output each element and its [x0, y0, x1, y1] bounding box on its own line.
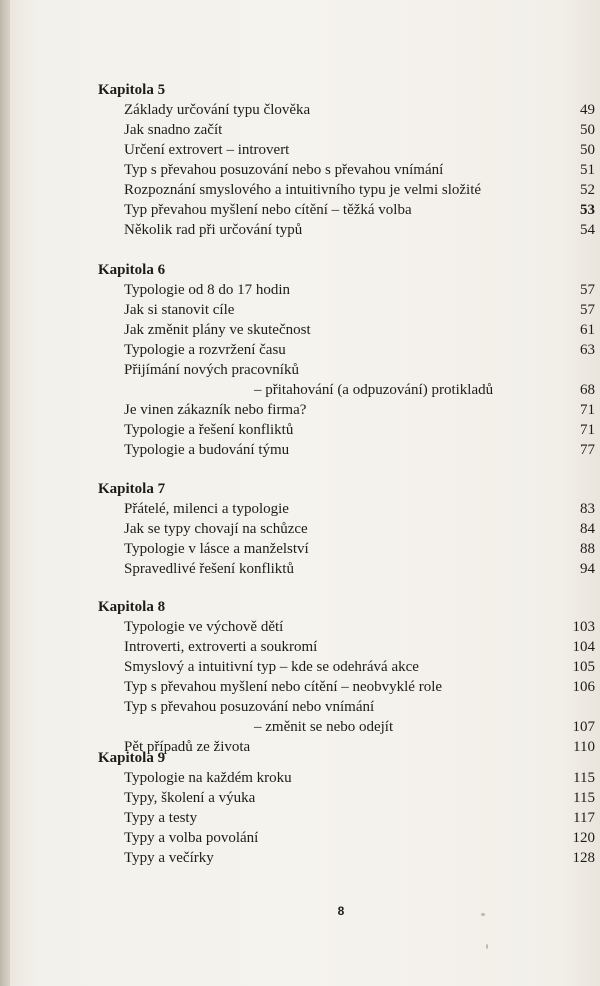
toc-entry-title: Spravedlivé řešení konfliktů — [124, 561, 294, 577]
toc-entry-page: 50 — [580, 122, 595, 138]
ink-smudge — [481, 913, 485, 916]
toc-entry-title: Smyslový a intuitivní typ – kde se odehrává akce — [124, 659, 419, 675]
toc-entry-title: Pět případů ze života — [124, 739, 251, 755]
toc-entry-title: Přátelé, milenci a typologie — [124, 501, 289, 517]
toc-entry-title: Rozpoznání smyslového a intuitivního typu je velmi složité — [124, 182, 482, 198]
toc-entry-title: Typy a testy — [124, 810, 198, 826]
toc-entry-page: 115 — [573, 770, 595, 786]
page-number: 8 — [337, 904, 345, 918]
toc-entry-page: 63 — [580, 342, 595, 358]
toc-entry-title: – přitahování (a odpuzování) protikladů — [254, 382, 494, 398]
toc-entry-page: 104 — [572, 639, 595, 655]
toc-entry-page: 103 — [572, 619, 595, 635]
toc-entry-title: Typologie a rozvržení času — [124, 342, 286, 358]
toc-entry-title: Typologie na každém kroku — [124, 770, 292, 786]
toc-entry-page: 94 — [580, 561, 595, 577]
toc-entry-page: 120 — [572, 830, 595, 846]
toc-entry-title: Introverti, extroverti a soukromí — [124, 639, 318, 655]
toc-entry-page: 83 — [580, 501, 595, 517]
toc-entry-page: 61 — [580, 322, 595, 338]
chapter-title: Kapitola 6 — [98, 262, 166, 278]
toc-entry-page: 49 — [580, 102, 595, 118]
toc-entry-title: Určení extrovert – introvert — [124, 142, 290, 158]
toc-entry-title: Typy a volba povolání — [124, 830, 259, 846]
toc-entry-page: 51 — [580, 162, 595, 178]
toc-entry-title: Typ převahou myšlení nebo cítění – těžká volba — [124, 202, 412, 218]
chapter-title: Kapitola 7 — [98, 481, 166, 497]
toc-entry-page: 117 — [573, 810, 595, 826]
toc-entry-page: 84 — [580, 521, 595, 537]
toc-entry-page: 57 — [580, 282, 595, 298]
toc-entry-page: 77 — [580, 442, 595, 458]
toc-entry-title: Typ s převahou posuzování nebo vnímání — [124, 699, 375, 715]
toc-entry-page: 110 — [573, 739, 595, 755]
toc-entry-title: Jak se typy chovají na schůzce — [124, 521, 308, 537]
toc-entry-title: Typ s převahou posuzování nebo s převahou vnímání — [124, 162, 444, 178]
toc-entry-page: 71 — [580, 402, 595, 418]
toc-entry-page: 57 — [580, 302, 595, 318]
toc-entry-page: 52 — [580, 182, 595, 198]
ink-smudge — [486, 944, 488, 949]
toc-entry-title: Základy určování typu člověka — [124, 102, 311, 118]
toc-entry-page: 68 — [580, 382, 595, 398]
toc-entry-title: Typy, školení a výuka — [124, 790, 256, 806]
toc-entry-title: Typologie v lásce a manželství — [124, 541, 309, 557]
toc-entry-page: 54 — [580, 222, 595, 238]
toc-entry-title: Je vinen zákazník nebo firma? — [124, 402, 307, 418]
chapter-title: Kapitola 5 — [98, 82, 166, 98]
toc-entry-page: 106 — [572, 679, 595, 695]
toc-entry-title: Typ s převahou myšlení nebo cítění – neobvyklé role — [124, 679, 443, 695]
chapter-title: Kapitola 8 — [98, 599, 166, 615]
toc-entry-title: Typy a večírky — [124, 850, 214, 866]
toc-entry-page: 50 — [580, 142, 595, 158]
toc-entry-title: Typologie od 8 do 17 hodin — [124, 282, 291, 298]
toc-entry-page: 128 — [572, 850, 595, 866]
toc-entry-title: Typologie ve výchově dětí — [124, 619, 284, 635]
toc-entry-page: 107 — [572, 719, 595, 735]
toc-entry-title: Typologie a budování týmu — [124, 442, 290, 458]
toc-entry-page: 88 — [580, 541, 595, 557]
toc-entry-title: Jak snadno začít — [124, 122, 223, 138]
chapter-title: Kapitola 9 — [98, 750, 166, 766]
toc-entry-title: Jak si stanovit cíle — [124, 302, 235, 318]
toc-entry-title: Typologie a řešení konfliktů — [124, 422, 294, 438]
toc-entry-title: Několik rad při určování typů — [124, 222, 303, 238]
toc-entry-page: 105 — [572, 659, 595, 675]
toc-entry-page: 115 — [573, 790, 595, 806]
toc-entry-title: – změnit se nebo odejít — [254, 719, 394, 735]
toc-entry-title: Jak změnit plány ve skutečnost — [124, 322, 311, 338]
toc-entry-title: Přijímání nových pracovníků — [124, 362, 299, 378]
toc-entry-page: 71 — [580, 422, 595, 438]
toc-entry-page: 53 — [580, 202, 595, 218]
